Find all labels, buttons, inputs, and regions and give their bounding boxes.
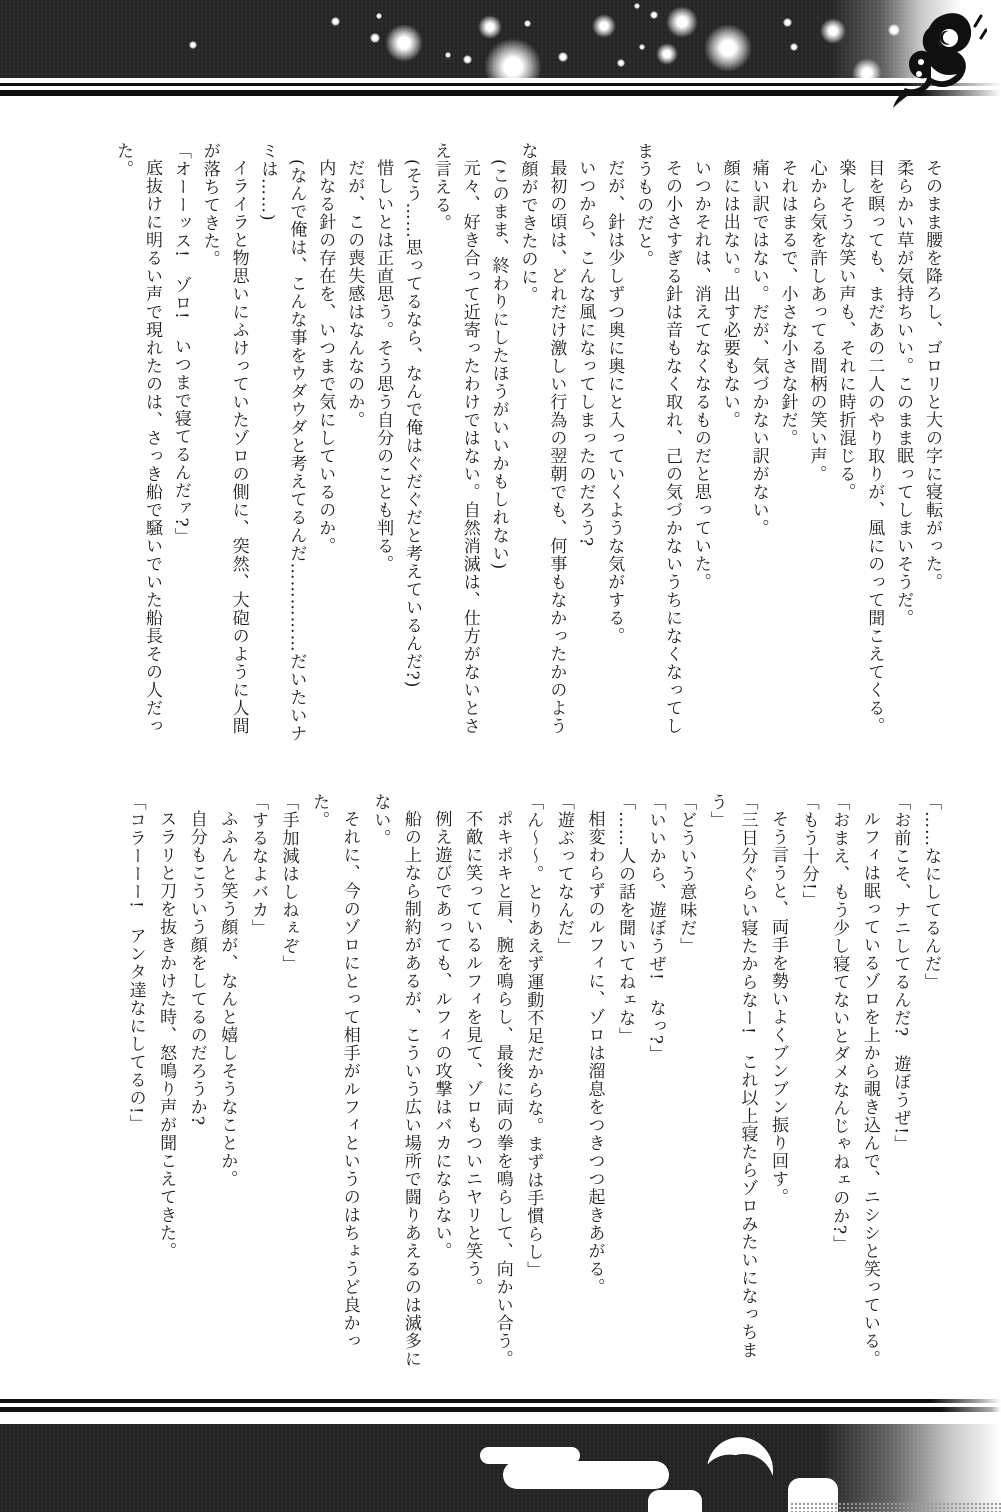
story-paragraph: 「……なにしてるんだ」 (921, 793, 941, 991)
story-paragraph: それはまるで、小さな小さな針だ。 (777, 159, 798, 447)
story-paragraph: 「ん〜〜。とりあえず運動不足だからな。まずは手慣らし」 (523, 793, 544, 1279)
footer-night-band (0, 1424, 1001, 1512)
story-paragraph: いつかそれは、消えてなくなるものだと思っていた。 (690, 159, 711, 591)
story-paragraph: 相変わらずのルフィに、ゾロは溜息をつきつつ起きあがる。 (584, 810, 605, 1296)
moon-face-ornament-icon (891, 4, 987, 126)
header-rule-top (0, 83, 1001, 86)
story-paragraph: その小さすぎる針は音もなく取れ、己の気づかないうちになくなってしまうものだと。 (633, 142, 682, 735)
story-paragraph: スラリと刀を抜きかけた時、怒鳴り声が聞こえてきた。 (156, 810, 177, 1260)
story-paragraph: 最初の頃は、どれだけ激しい行為の翌朝でも、何事もなかったかのような顔ができたのに。 (517, 142, 567, 735)
story-paragraph: 元々、好き合って近寄ったわけではない。自然消滅は、仕方がないとさえ言える。 (430, 142, 480, 735)
star-icon (790, 43, 798, 51)
story-paragraph: 例え遊びであっても、ルフィの攻撃はバカにならない。 (431, 810, 452, 1260)
story-paragraph: 「手加減はしねぇぞ」 (278, 793, 299, 973)
story-paragraph: ふふんと笑う顔が、なんと嬉しそうなことか。 (217, 810, 238, 1188)
story-paragraph: 「オーーッス! ゾロ! いつまで寝てるんだァ?」 (170, 142, 191, 546)
story-paragraph: イライラと物思いにふけっていたゾロの側に、突然、大砲のように人間が落ちてきた。 (199, 142, 249, 735)
story-paragraph: 「もう十分!」 (798, 793, 819, 909)
story-paragraph: (そう……思ってるなら、なんで俺はぐだぐだと考えているんだ?) (401, 159, 422, 689)
story-paragraph: だが、この喪失感はなんなのか。 (344, 159, 365, 429)
story-paragraph: (このまま、終わりにしたほうがいいかもしれない) (488, 159, 509, 571)
story-paragraph: 「おまえ、もう少し寝てないとダメなんじゃねェのか?」 (829, 793, 850, 1254)
story-paragraph: 底抜けに明るい声で現れたのは、さっき船で騒いでいた船長その人だった。 (113, 142, 162, 735)
story-paragraph: 「いいから、遊ぼうぜ! なっ?」 (645, 793, 666, 1063)
star-icon (484, 38, 542, 96)
story-paragraph: 船の上なら制約があるが、こういう広い場所で闘りあえるのは滅多にない。 (370, 793, 421, 1368)
cloud-icon (648, 1490, 702, 1512)
story-paragraph: それに、今のゾロにとって相手がルフィというのはちょうど良かった。 (309, 793, 360, 1350)
star-icon (558, 52, 568, 62)
star-icon (650, 11, 658, 19)
star-icon (463, 55, 472, 64)
story-paragraph: 「……人の話を聞いてねェな」 (615, 793, 636, 1045)
star-icon (445, 52, 451, 58)
story-paragraph: 楽しそうな笑い声も、それに時折混じる。 (835, 159, 856, 501)
story-block-2 (120, 793, 946, 1385)
star-icon (639, 44, 645, 50)
story-paragraph: 「コラーーー! アンタ達なにしてるの!」 (125, 793, 146, 1133)
story-paragraph: ルフィは眠っているゾロを上から覗き込んで、ニシシと笑っている。 (859, 810, 880, 1368)
star-icon (592, 14, 616, 38)
star-icon (656, 43, 678, 65)
story-paragraph: 痛い訳ではない。だが、気づかない訳がない。 (748, 159, 769, 537)
star-icon (820, 18, 846, 44)
star-icon (478, 15, 502, 39)
star-icon (783, 18, 792, 27)
story-paragraph: 「お前こそ、ナニしてるんだ? 遊ぼうぜ!」 (890, 793, 911, 1153)
story-paragraph: 「するなよバカ」 (247, 793, 268, 937)
story-paragraph: 「どういう意味だ」 (676, 793, 697, 955)
star-icon (385, 24, 423, 62)
story-paragraph: 不敵に笑っているルフィを見て、ゾロもついニヤリと笑う。 (462, 810, 483, 1296)
footer-rule-bottom (0, 1407, 1001, 1412)
star-icon (617, 59, 625, 67)
cloud-icon (503, 1461, 669, 1489)
story-paragraph: 「三日分ぐらい寝たからなー! これ以上寝たらゾロみたいになっちまう」 (706, 793, 758, 1359)
crescent-moon-icon (703, 1434, 775, 1506)
star-icon (370, 33, 380, 43)
story-paragraph: そう言うと、両手を勢いよくブンブン振り回す。 (768, 810, 789, 1206)
footer-rule-top (0, 1399, 1001, 1403)
story-paragraph: 惜しいとは正直思う。そう思う自分のことも判る。 (373, 159, 394, 573)
star-icon (704, 24, 752, 72)
story-paragraph: 内なる針の存在を、いつまで気にしているのか。 (315, 159, 336, 555)
star-icon (331, 17, 340, 26)
story-paragraph: (なんで俺は、こんな事をウダウダと考えてるんだ……………だいたいナミは……) (257, 142, 307, 743)
story-paragraph: 顔には出ない。出す必要もない。 (719, 159, 740, 429)
star-icon (666, 6, 698, 38)
story-block-1 (108, 142, 946, 748)
story-paragraph: だが、針は少しずつ奥に奥にと入っていくような気がする。 (604, 159, 625, 645)
story-paragraph: いつから、こんな風になってしまったのだろう? (575, 159, 596, 548)
story-paragraph: 「遊ぶってなんだ」 (553, 793, 574, 955)
story-paragraph: そのまま腰を降ろし、ゴロリと大の字に寝転がった。 (922, 159, 942, 591)
story-paragraph: ポキポキと肩、腕を鳴らし、最後に両の拳を鳴らして、向かい合う。 (492, 810, 513, 1368)
story-paragraph: 自分もこういう顔をしてるのだろうか? (186, 810, 207, 1127)
star-icon (376, 13, 382, 19)
story-paragraph: 心から気を許しあってる間柄の笑い声。 (806, 159, 827, 483)
header-night-sky-band (0, 0, 1001, 78)
star-icon (189, 41, 197, 49)
story-paragraph: 目を瞑っても、まだあの二人のやり取りが、風にのって聞こえてくる。 (864, 159, 885, 735)
story-paragraph: 柔らかい草が気持ちいい。このまま眠ってしまいそうだ。 (893, 159, 914, 627)
header-rule-bottom (0, 90, 1001, 96)
star-icon (524, 20, 531, 27)
star-icon (634, 3, 640, 9)
halftone-strip (790, 1502, 1001, 1512)
